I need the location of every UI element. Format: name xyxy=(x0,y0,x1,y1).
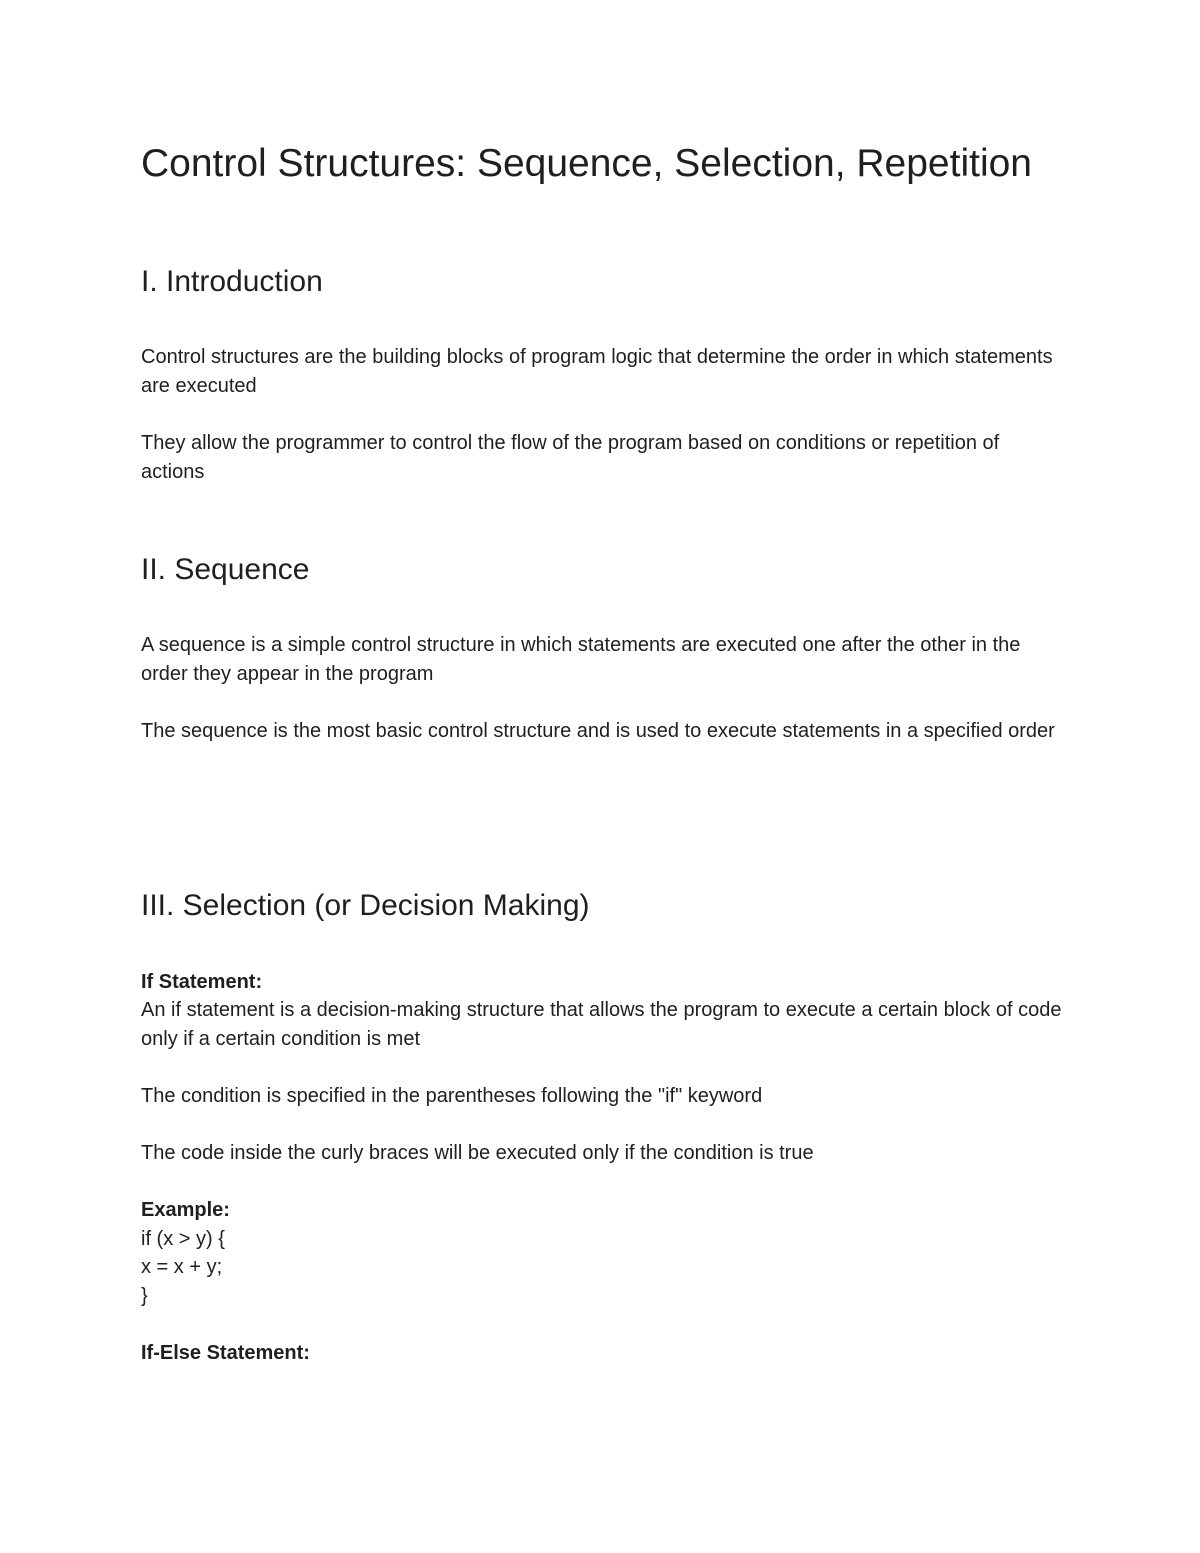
intro-paragraph-2: They allow the programmer to control the flow of the program based on conditions or repetition of actions xyxy=(141,432,1000,483)
document-title: Control Structures: Sequence, Selection, Repetition xyxy=(141,142,1033,185)
code-line: if (x > y) { xyxy=(141,1228,225,1250)
code-line: x = x + y; xyxy=(141,1256,223,1278)
sequence-paragraph-2: The sequence is the most basic control structure and is used to execute statements in a specified order xyxy=(141,720,1055,742)
sequence-paragraph-1: A sequence is a simple control structure in which statements are executed one after the other in the order they appear in the program xyxy=(141,634,1021,685)
section-heading-introduction: I. Introduction xyxy=(141,265,323,298)
if-paragraph-3: The code inside the curly braces will be executed only if the condition is true xyxy=(141,1142,814,1164)
if-paragraph-2: The condition is specified in the parentheses following the "if" keyword xyxy=(141,1085,763,1107)
if-statement-label: If Statement: xyxy=(141,971,263,993)
example-label: Example: xyxy=(141,1199,230,1221)
section-heading-sequence: II. Sequence xyxy=(141,553,310,586)
code-line: } xyxy=(141,1285,148,1307)
intro-paragraph-1: Control structures are the building blocks of program logic that determine the order in which statements are executed xyxy=(141,346,1053,397)
if-paragraph-1: An if statement is a decision-making structure that allows the program to execute a certain block of code only if a certain condition is met xyxy=(141,999,1062,1050)
if-else-statement-label: If-Else Statement: xyxy=(141,1342,310,1364)
section-heading-selection: III. Selection (or Decision Making) xyxy=(141,889,590,922)
